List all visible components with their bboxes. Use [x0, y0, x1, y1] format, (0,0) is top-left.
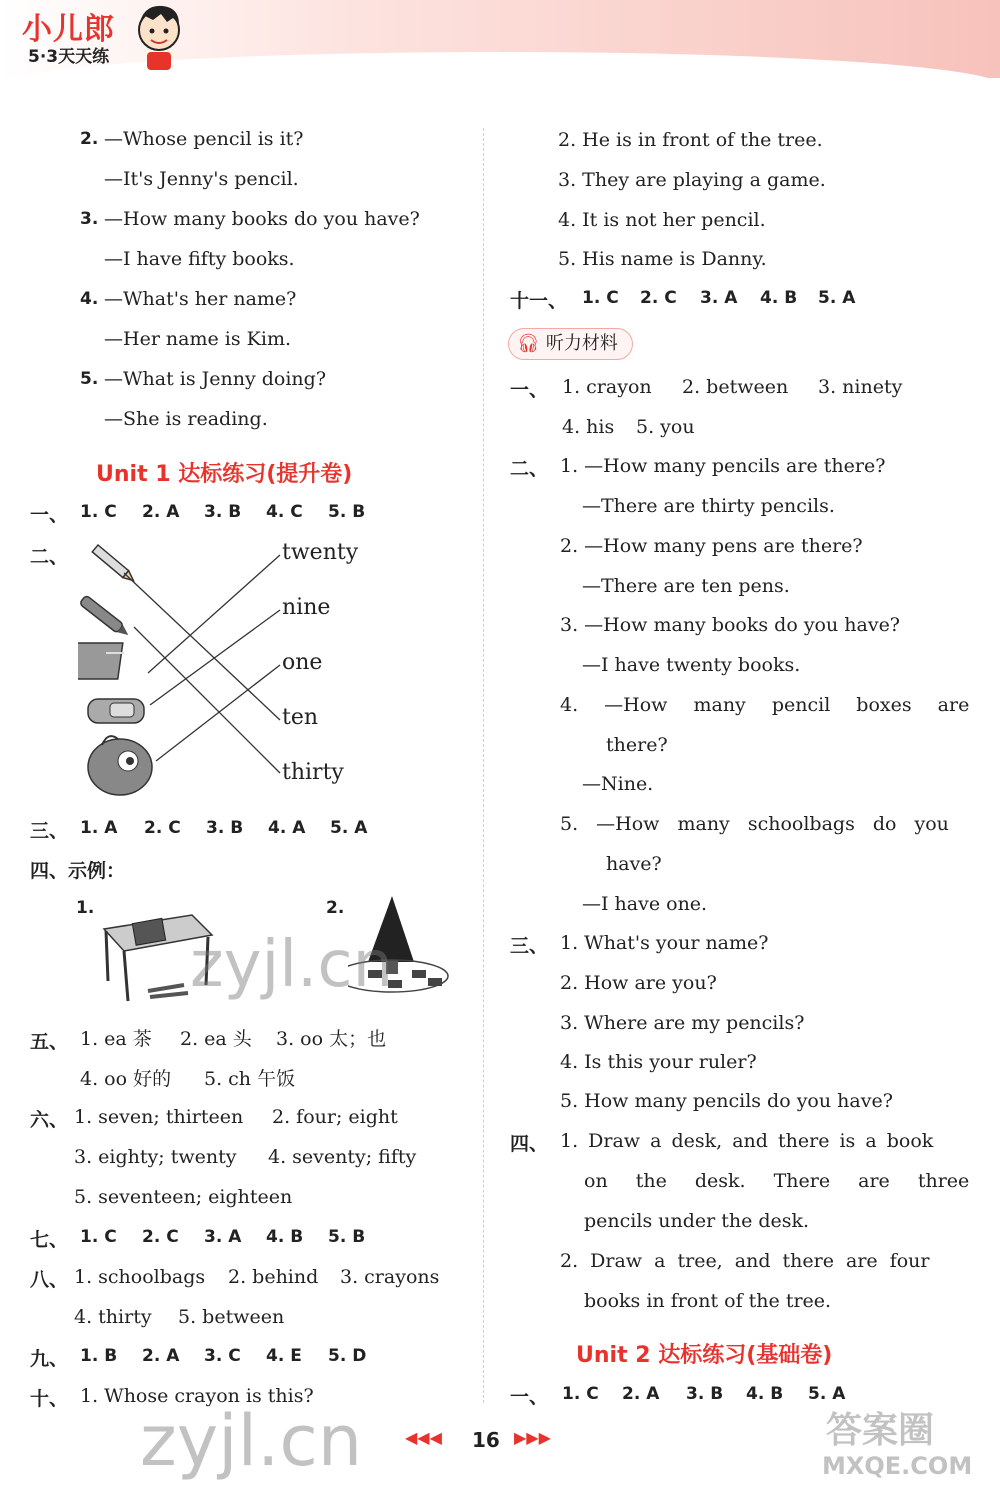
- match-word: one: [282, 650, 323, 675]
- watermark: 答案圈: [826, 1410, 935, 1451]
- watermark: zyjl.cn: [190, 928, 394, 1002]
- answer: 4. oo 好的: [80, 1068, 172, 1090]
- item-number: 5.: [80, 369, 99, 389]
- unit-title: Unit 1 达标练习(提升卷): [96, 462, 353, 487]
- item-number: 2.: [326, 898, 345, 918]
- dialog-line: have?: [606, 853, 662, 875]
- watermark: MXQE.COM: [822, 1452, 973, 1480]
- answer: 5. seventeen; eighteen: [74, 1186, 293, 1208]
- answer-line: pencils under the desk.: [584, 1210, 810, 1232]
- answer: 4. his: [562, 416, 615, 438]
- matching-drawing: [78, 535, 288, 805]
- answer: 3. B: [204, 502, 242, 522]
- answer: 2. A: [622, 1384, 660, 1404]
- answer: 4. seventy; fifty: [268, 1146, 417, 1168]
- answer: 3. Where are my pencils?: [560, 1012, 805, 1034]
- match-word: ten: [282, 705, 319, 730]
- section-label: 六、: [30, 1109, 69, 1131]
- answer: 5. D: [328, 1346, 367, 1366]
- answer: 4. A: [268, 818, 306, 838]
- dialog-line: 5. —How many schoolbags do you: [560, 813, 949, 835]
- prev-arrows-icon: ◀◀◀: [405, 1428, 442, 1447]
- column-divider: [483, 128, 484, 1403]
- section-label: 一、: [510, 1386, 549, 1408]
- answer: 5. A: [330, 818, 368, 838]
- item-number: 4.: [80, 289, 99, 309]
- answer: 5. B: [328, 502, 366, 522]
- dialog-line: 4. —How many pencil boxes are: [560, 694, 970, 716]
- answer: 2. between: [682, 376, 789, 398]
- answer: 3. C: [204, 1346, 241, 1366]
- section-label: 七、: [30, 1229, 69, 1251]
- next-arrows-icon: ▶▶▶: [514, 1428, 551, 1447]
- section-label: 三、: [30, 820, 69, 842]
- item-number: 3.: [80, 209, 99, 229]
- answer-line: 2. Draw a tree, and there are four: [560, 1250, 930, 1272]
- answer: 5. His name is Danny.: [558, 248, 767, 270]
- answer: 2. A: [142, 1346, 180, 1366]
- answer: 1. C: [562, 1384, 599, 1404]
- headphones-icon: 🎧︎: [517, 333, 540, 354]
- answer: 5. ch 午饭: [204, 1068, 296, 1090]
- listening-material-tag: [508, 328, 633, 360]
- brand-logo: 小儿郎: [22, 12, 115, 47]
- dialog-line: —There are ten pens.: [582, 575, 790, 597]
- dialog-line: —Nine.: [582, 773, 654, 795]
- answer: 1. schoolbags: [74, 1266, 206, 1288]
- answer-line: 1. Draw a desk, and there is a book: [560, 1130, 934, 1152]
- tag-label: 听力材料: [545, 333, 618, 354]
- answer-line: —She is reading.: [104, 408, 268, 430]
- question-line: —Whose pencil is it?: [104, 128, 304, 150]
- section-label: 一、: [30, 504, 69, 526]
- answer: 5. A: [818, 288, 856, 308]
- answer: 1. ea 茶: [80, 1028, 152, 1050]
- item-number: 1.: [76, 898, 95, 918]
- dialog-line: there?: [606, 734, 668, 756]
- answer: 4. E: [266, 1346, 302, 1366]
- answer: 4. It is not her pencil.: [558, 209, 766, 231]
- section-label: 十、: [30, 1388, 69, 1410]
- answer-line: books in front of the tree.: [584, 1290, 832, 1312]
- answer: 4. C: [266, 502, 303, 522]
- answer: 3. A: [700, 288, 738, 308]
- dialog-line: —I have twenty books.: [582, 654, 801, 676]
- answer: 1. What's your name?: [560, 932, 769, 954]
- answer: 3. crayons: [340, 1266, 440, 1288]
- answer-line: —It's Jenny's pencil.: [104, 168, 299, 190]
- match-word: twenty: [282, 540, 359, 565]
- answer: 2. A: [142, 502, 180, 522]
- section-label: 八、: [30, 1269, 69, 1291]
- dialog-line: 1. —How many pencils are there?: [560, 455, 886, 477]
- answer-line: —Her name is Kim.: [104, 328, 291, 350]
- answer: 1. Whose crayon is this?: [80, 1385, 314, 1407]
- item-number: 2.: [80, 129, 99, 149]
- question-line: —What's her name?: [104, 288, 297, 310]
- unit-title: Unit 2 达标练习(基础卷): [576, 1343, 833, 1368]
- answer-line: —I have fifty books.: [104, 248, 295, 270]
- answer: 2. C: [144, 818, 181, 838]
- answer: 3. They are playing a game.: [558, 169, 826, 191]
- brand-subtitle: 5·3天天练: [28, 47, 110, 67]
- answer: 4. thirty: [74, 1306, 152, 1328]
- answer: 3. eighty; twenty: [74, 1146, 237, 1168]
- watermark: zyjl.cn: [140, 1400, 363, 1482]
- answer: 2. C: [640, 288, 677, 308]
- section-label: 二、: [510, 458, 549, 480]
- answer: 4. Is this your ruler?: [560, 1051, 757, 1073]
- section-label: 二、: [30, 546, 69, 568]
- answer: 1. C: [80, 1227, 117, 1247]
- schoolbag-icon: [88, 736, 152, 795]
- question-line: —What is Jenny doing?: [104, 368, 327, 390]
- section-label: 四、示例：: [30, 860, 126, 882]
- section-label: 五、: [30, 1031, 69, 1053]
- answer: 3. oo 太；也: [276, 1028, 387, 1050]
- answer: 5. A: [808, 1384, 846, 1404]
- answer: 2. How are you?: [560, 972, 717, 994]
- answer: 2. C: [142, 1227, 179, 1247]
- answer: 2. four; eight: [272, 1106, 398, 1128]
- answer: 1. B: [80, 1346, 118, 1366]
- dialog-line: —There are thirty pencils.: [582, 495, 835, 517]
- answer: 5. you: [636, 416, 695, 438]
- section-label: 九、: [30, 1348, 69, 1370]
- answer: 2. ea 头: [180, 1028, 252, 1050]
- page-number: 16: [472, 1428, 500, 1452]
- answer: 5. B: [328, 1227, 366, 1247]
- section-label: 三、: [510, 935, 549, 957]
- answer: 1. seven; thirteen: [74, 1106, 244, 1128]
- section-label: 十一、: [510, 290, 568, 312]
- section-label: 四、: [510, 1133, 549, 1155]
- answer: 1. C: [80, 502, 117, 522]
- answer: 3. B: [686, 1384, 724, 1404]
- book-icon: [78, 643, 124, 679]
- answer: 5. between: [178, 1306, 285, 1328]
- match-word: thirty: [282, 760, 344, 785]
- dialog-line: 3. —How many books do you have?: [560, 614, 900, 636]
- answer: 4. B: [760, 288, 798, 308]
- answer: 4. B: [266, 1227, 304, 1247]
- answer: 1. crayon: [562, 376, 652, 398]
- dialog-line: 2. —How many pens are there?: [560, 535, 863, 557]
- answer: 4. B: [746, 1384, 784, 1404]
- answer: 1. C: [582, 288, 619, 308]
- answer: 1. A: [80, 818, 118, 838]
- answer: 5. How many pencils do you have?: [560, 1090, 893, 1112]
- answer-line: on the desk. There are three: [584, 1170, 970, 1192]
- pencil-box-icon: [88, 699, 144, 723]
- pen-icon: [79, 595, 131, 639]
- answer: 2. behind: [228, 1266, 319, 1288]
- match-word: nine: [282, 595, 331, 620]
- answer: 3. B: [206, 818, 244, 838]
- answer: 3. A: [204, 1227, 242, 1247]
- cartoon-boy-icon: [133, 0, 185, 72]
- section-label: 一、: [510, 379, 549, 401]
- answer: 2. He is in front of the tree.: [558, 129, 823, 151]
- dialog-line: —I have one.: [582, 893, 708, 915]
- answer: 3. ninety: [818, 376, 903, 398]
- question-line: —How many books do you have?: [104, 208, 420, 230]
